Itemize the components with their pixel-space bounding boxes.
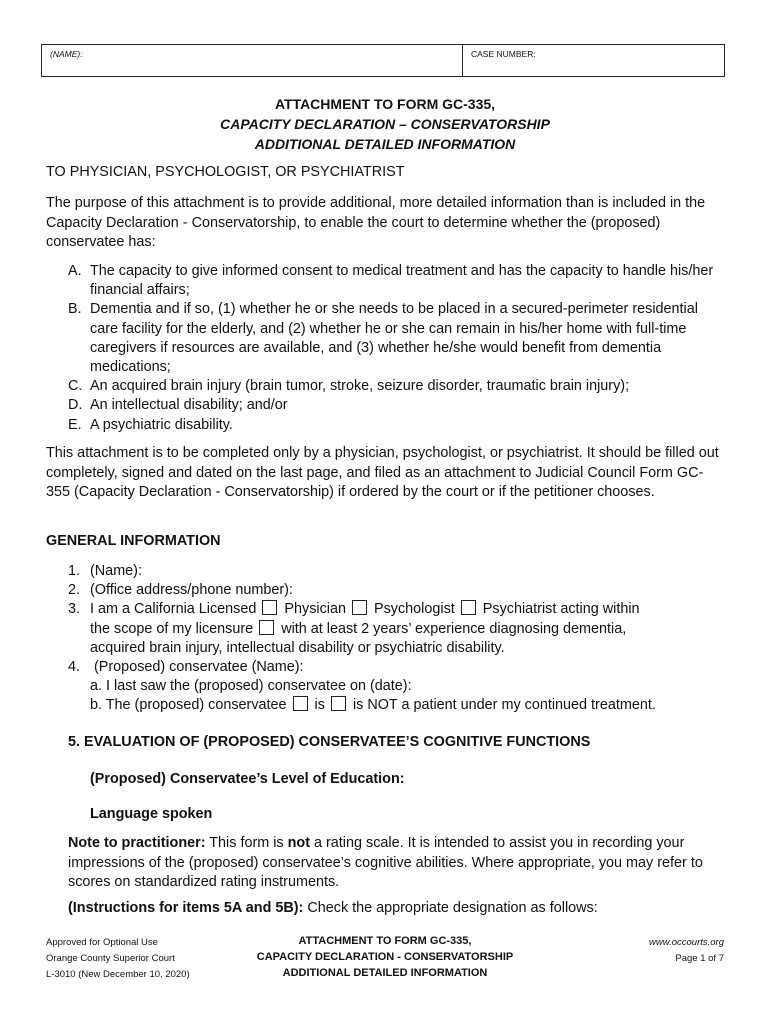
note-label: Note to practitioner: bbox=[68, 835, 206, 851]
list-item bbox=[68, 300, 720, 377]
list-marker: E. bbox=[68, 416, 82, 433]
list-text: The capacity to give informed consent to medical treatment and has the capacity to handle his/her financial affairs; bbox=[90, 263, 714, 299]
footer-website: www.occourts.org bbox=[649, 937, 724, 948]
addressee-line: TO PHYSICIAN, PSYCHOLOGIST, OR PSYCHIATRIST bbox=[46, 164, 405, 180]
list-item bbox=[68, 262, 720, 300]
list-marker: D. bbox=[68, 397, 83, 414]
list-item bbox=[68, 581, 720, 600]
footer-form-id: L-3010 (New December 10, 2020) bbox=[46, 969, 190, 980]
is-not-patient-checkbox[interactable] bbox=[331, 696, 346, 711]
case-number-field[interactable] bbox=[463, 45, 724, 76]
patient-status-prompt: b. The (proposed) conservatee bbox=[90, 697, 287, 714]
note-text-cont: a rating scale. It is intended to assist you in recording your impressions of the (proposed) conservatee’s cognitive abilities. Where appropriate, you may refer to scores on standardized rating instruments. bbox=[68, 835, 703, 890]
general-info-heading: GENERAL INFORMATION bbox=[46, 533, 221, 549]
general-info-list bbox=[68, 562, 720, 716]
footer-title-2: CAPACITY DECLARATION - CONSERVATORSHIP bbox=[256, 951, 514, 963]
completion-paragraph: This attachment is to be completed only by a physician, psychologist, or psychiatrist. It should be filled out completely, signed and dated on the last page, and filed as an attachment to Judicial Council Form GC-355 (Capacity Declaration - Conservatorship) if ordered by the court or if the petitioner chooses. bbox=[46, 445, 719, 500]
experience-label-cont: acquired brain injury, intellectual disability or psychiatric disability. bbox=[90, 639, 505, 656]
experience-checkbox[interactable] bbox=[259, 620, 274, 635]
list-text: An intellectual disability; and/or bbox=[90, 397, 288, 414]
name-label: (NAME): bbox=[50, 49, 83, 59]
purpose-paragraph: The purpose of this attachment is to provide additional, more detailed information than is included in the Capacity Declaration - Conservatorship, to enable the court to determine whether the (proposed) conservatee has: bbox=[46, 195, 706, 250]
list-item bbox=[68, 562, 720, 581]
instructions-line bbox=[68, 899, 598, 919]
item-number: 3. bbox=[68, 601, 81, 618]
list-marker: C. bbox=[68, 378, 83, 395]
item-number: 4. bbox=[68, 659, 81, 676]
title-line-3: ADDITIONAL DETAILED INFORMATION bbox=[254, 136, 516, 152]
footer-approval: Approved for Optional Use bbox=[46, 937, 158, 948]
conservatee-name-prompt: (Proposed) conservatee (Name): bbox=[94, 659, 304, 676]
name-prompt: (Name): bbox=[90, 563, 142, 579]
case-number-label: CASE NUMBER: bbox=[471, 49, 536, 59]
is-label: is bbox=[314, 697, 325, 714]
page-number: Page 1 of 7 bbox=[675, 953, 724, 964]
note-text: This form is bbox=[209, 835, 284, 851]
licensure-prompt: the scope of my licensure bbox=[90, 620, 254, 637]
last-seen-prompt: a. I last saw the (proposed) conservatee on (date): bbox=[90, 678, 412, 695]
list-marker: A. bbox=[68, 263, 82, 279]
list-item bbox=[68, 416, 720, 435]
psychologist-label: Psychologist bbox=[373, 601, 455, 618]
is-not-label: is NOT a patient under my continued treatment. bbox=[352, 697, 656, 714]
caption-box bbox=[41, 44, 725, 77]
list-text: An acquired brain injury (brain tumor, stroke, seizure disorder, traumatic brain injury); bbox=[90, 378, 630, 395]
office-address-prompt: (Office address/phone number): bbox=[90, 582, 293, 599]
language-label: Language spoken bbox=[90, 806, 213, 822]
physician-label: Physician bbox=[284, 601, 346, 618]
psychologist-checkbox[interactable] bbox=[352, 600, 367, 615]
list-item bbox=[68, 658, 720, 716]
name-field[interactable] bbox=[42, 45, 463, 76]
instructions-label: (Instructions for items 5A and 5B): bbox=[68, 900, 304, 916]
list-item bbox=[68, 377, 720, 396]
footer-title-3: ADDITIONAL DETAILED INFORMATION bbox=[282, 967, 488, 979]
physician-checkbox[interactable] bbox=[262, 600, 277, 615]
education-label: (Proposed) Conservatee’s Level of Education: bbox=[90, 771, 405, 787]
list-text: A psychiatric disability. bbox=[90, 416, 233, 433]
list-marker: B. bbox=[68, 301, 82, 318]
is-patient-checkbox[interactable] bbox=[293, 696, 308, 711]
section-5-heading: 5. EVALUATION OF (PROPOSED) CONSERVATEE’S COGNITIVE FUNCTIONS bbox=[68, 734, 591, 750]
note-emphasis: not bbox=[287, 835, 310, 851]
list-text: Dementia and if so, (1) whether he or she needs to be placed in a secured-perimeter residential care facility for the elderly, and (2) whether he or she can remain in his/her home with full-time caregivers if resources are available, and (3) whether he/she would benefit from dementia medications; bbox=[90, 301, 698, 376]
footer-title-1: ATTACHMENT TO FORM GC-335, bbox=[298, 935, 472, 947]
practitioner-note bbox=[68, 834, 728, 893]
capacity-list bbox=[68, 262, 720, 435]
list-item bbox=[68, 396, 720, 415]
item-number: 1. bbox=[68, 563, 81, 579]
form-title bbox=[0, 94, 770, 154]
psychiatrist-label: Psychiatrist acting within bbox=[482, 601, 640, 618]
title-line-1: ATTACHMENT TO FORM GC-335, bbox=[274, 96, 496, 112]
psychiatrist-checkbox[interactable] bbox=[461, 600, 476, 615]
instructions-text: Check the appropriate designation as follows: bbox=[307, 900, 598, 916]
licensed-prompt: I am a California Licensed bbox=[90, 601, 257, 618]
title-line-2: CAPACITY DECLARATION – CONSERVATORSHIP bbox=[220, 116, 550, 132]
item-number: 2. bbox=[68, 582, 81, 599]
experience-label: with at least 2 years’ experience diagnosing dementia, bbox=[281, 620, 627, 637]
footer-right bbox=[649, 935, 724, 967]
footer-court: Orange County Superior Court bbox=[46, 953, 175, 964]
list-item bbox=[68, 600, 720, 658]
